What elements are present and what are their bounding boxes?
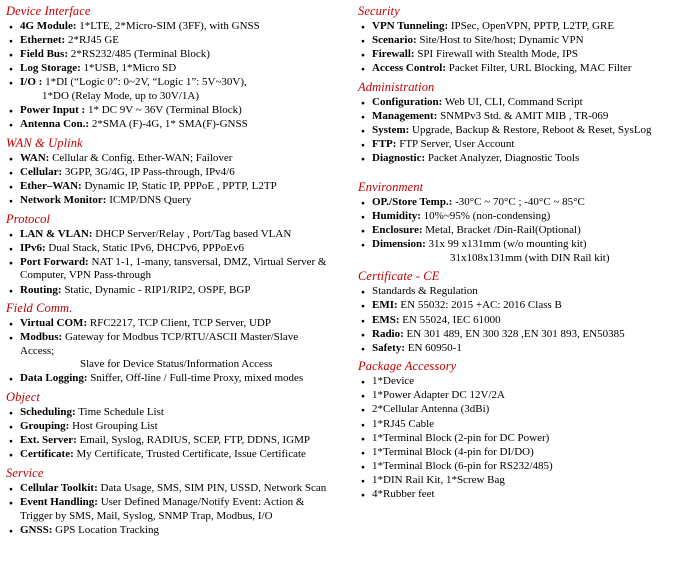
item-text: EN 301 489, EN 300 328 ,EN 301 893, EN50385 [403, 327, 625, 340]
item-text: -30°C ~ 70°C ; -40°C ~ 85°C [452, 195, 585, 208]
section-title-field-comm: Field Comm. [6, 301, 73, 316]
item-text: Metal, Bracket /Din-Rail(Optional) [422, 224, 581, 237]
item-text: 31x 99 x131mm (w/o mounting kit) [425, 238, 587, 251]
item-continuation: Trigger by SMS, Mail, Syslog, SNMP Trap, Modbus, I/O [20, 509, 273, 522]
item-label: Grouping: [20, 420, 70, 433]
item-text: IPSec, OpenVPN, PPTP, L2TP, GRE [448, 20, 615, 32]
item-label: GNSS: [20, 523, 53, 536]
list-item [358, 224, 670, 238]
item-label: LAN & VLAN: [20, 227, 93, 240]
section-list-security [358, 20, 670, 76]
list-item [6, 256, 358, 283]
item-text: ICMP/DNS Query [106, 194, 192, 207]
item-label: WAN: [20, 151, 50, 164]
item-text: 1*Terminal Block (4-pin for DI/DO) [372, 445, 534, 458]
list-item [6, 228, 358, 242]
item-text: 1*DI (“Logic 0”: 0~2V, “Logic 1”: 5V~30V), [42, 76, 247, 89]
item-text: Time Schedule List [75, 406, 164, 419]
list-item [358, 474, 670, 488]
list-item [358, 238, 670, 265]
item-text: Email, Syslog, RADIUS, SCEP, FTP, DDNS, IGMP [76, 434, 310, 447]
list-item [6, 331, 358, 372]
item-label: Scheduling: [20, 406, 76, 419]
section-list-object [6, 406, 358, 462]
section-title-environment: Environment [358, 179, 424, 194]
item-label: OP./Store Temp.: [372, 195, 453, 208]
item-label: Ext. Server: [20, 434, 77, 447]
item-label: Antenna Con.: [20, 118, 90, 131]
list-item [358, 96, 670, 110]
list-item [6, 76, 358, 103]
section-list-environment [358, 196, 670, 265]
item-text: Web UI, CLI, Command Script [442, 95, 583, 108]
item-label: 4G Module: [20, 20, 77, 32]
item-text: 2*SMA (F)-4G, 1* SMA(F)-GNSS [89, 118, 248, 131]
section-list-certificate-ce [358, 285, 670, 355]
list-item [358, 299, 670, 313]
section-title-package-accessory: Package Accessory [358, 359, 457, 374]
left-column [6, 4, 358, 538]
item-text: DHCP Server/Relay , Port/Tag based VLAN [92, 227, 292, 240]
list-item [6, 496, 358, 523]
list-item [6, 34, 358, 48]
list-item [358, 314, 670, 328]
section-list-device-interface [6, 20, 358, 132]
item-text: 3GPP, 3G/4G, IP Pass-through, IPv4/6 [62, 165, 235, 178]
item-text: Host Grouping List [69, 420, 158, 433]
item-text: 1*USB, 1*Micro SD [80, 62, 177, 75]
list-item [6, 104, 358, 118]
item-text: EN 55024, IEC 61000 [399, 313, 501, 326]
section-list-package-accessory [358, 375, 670, 501]
list-item [358, 138, 670, 152]
section-title-service: Service [6, 465, 44, 480]
item-label: Field Bus: [20, 48, 68, 61]
item-text: 1*Device [372, 375, 415, 388]
item-text: Upgrade, Backup & Restore, Reboot & Reset, SysLog [409, 124, 652, 137]
section-title-certificate-ce: Certificate - CE [358, 269, 440, 284]
item-label: Cellular: [20, 165, 63, 178]
list-item [358, 34, 670, 48]
list-item [6, 420, 358, 434]
item-label: EMI: [372, 299, 398, 312]
list-item [358, 20, 670, 34]
list-item [6, 152, 358, 166]
list-item [358, 285, 670, 299]
section-title-security: Security [358, 4, 400, 18]
list-item [6, 48, 358, 62]
item-text: Packet Filter, URL Blocking, MAC Filter [446, 62, 632, 75]
item-label: IPv6: [20, 241, 46, 254]
item-text: Cellular & Config. Ether-WAN; Failover [49, 151, 233, 164]
item-continuation-2: Slave for Device Status/Information Access [80, 358, 273, 371]
list-item [6, 62, 358, 76]
list-item [6, 317, 358, 331]
item-label: EMS: [372, 313, 400, 326]
item-text: Sniffer, Off-line / Full-time Proxy, mixed modes [87, 372, 304, 385]
list-item [358, 328, 670, 342]
item-text: Data Usage, SMS, SIM PIN, USSD, Network Scan [97, 481, 327, 494]
item-text: Gateway for Modbus TCP/RTU/ASCII Master/Slave [62, 331, 299, 344]
list-item [358, 48, 670, 62]
item-text: GPS Location Tracking [52, 523, 160, 536]
list-item [6, 194, 358, 208]
item-text: RFC2217, TCP Client, TCP Server, UDP [87, 317, 271, 330]
section-title-wan-uplink: WAN & Uplink [6, 135, 83, 150]
item-text: Dynamic IP, Static IP, PPPoE , PPTP, L2TP [81, 179, 277, 192]
item-label: Ethernet: [20, 34, 66, 47]
item-text: Packet Analyzer, Diagnostic Tools [425, 152, 580, 165]
item-continuation: Access; [20, 344, 55, 357]
list-item [6, 284, 358, 298]
list-item [358, 460, 670, 474]
list-item [358, 124, 670, 138]
item-label: Dimension: [372, 238, 426, 251]
section-list-protocol [6, 228, 358, 297]
item-label: System: [372, 124, 410, 137]
item-text: 2*RJ45 GE [65, 34, 119, 47]
section-title-administration: Administration [358, 79, 435, 94]
item-label: Cellular Toolkit: [20, 481, 98, 494]
item-text: User Defined Manage/Notify Event: Action & [97, 496, 305, 509]
list-item [358, 446, 670, 460]
item-text: 10%~95% (non-condensing) [420, 209, 551, 222]
right-column [358, 4, 670, 502]
section-list-administration [358, 96, 670, 166]
list-item [6, 166, 358, 180]
item-label: Scenario: [372, 34, 417, 47]
item-label: Enclosure: [372, 224, 423, 237]
list-item [6, 524, 358, 538]
item-label: Configuration: [372, 95, 443, 108]
item-label: Access Control: [372, 62, 447, 75]
item-text: Standards & Regulation [372, 285, 478, 298]
list-item [6, 434, 358, 448]
item-label: Firewall: [372, 48, 415, 61]
list-item [358, 342, 670, 356]
item-label: Data Logging: [20, 372, 88, 385]
item-label: Humidity: [372, 209, 421, 222]
list-item [358, 418, 670, 432]
item-label: Certificate: [20, 448, 74, 461]
item-continuation-2: 31x108x131mm (with DIN Rail kit) [450, 251, 610, 264]
item-text: 2*RS232/485 (Terminal Block) [67, 48, 210, 61]
item-label: Log Storage: [20, 62, 81, 75]
section-list-field-comm [6, 317, 358, 386]
item-label: Port Forward: [20, 255, 89, 268]
item-text: 1* DC 9V ~ 36V (Terminal Block) [85, 104, 242, 117]
list-item [6, 242, 358, 256]
item-text: 1*LTE, 2*Micro-SIM (3FF), with GNSS [76, 20, 260, 32]
item-text: My Certificate, Trusted Certificate, Issue Certificate [73, 448, 306, 461]
item-text: 1*Terminal Block (6-pin for RS232/485) [372, 459, 553, 472]
list-item [358, 389, 670, 403]
list-item [6, 118, 358, 132]
list-item [6, 406, 358, 420]
item-text: 1*RJ45 Cable [372, 417, 435, 430]
item-text: FTP Server, User Account [396, 138, 515, 151]
item-label: Ether–WAN: [20, 179, 82, 192]
list-item [358, 375, 670, 389]
list-item [358, 196, 670, 210]
item-continuation: Computer, VPN Pass-through [20, 269, 152, 282]
item-text: Site/Host to Site/host; Dynamic VPN [416, 34, 584, 47]
section-title-device-interface: Device Interface [6, 4, 91, 18]
list-item [358, 62, 670, 76]
list-item [6, 448, 358, 462]
item-text: Static, Dynamic - RIP1/RIP2, OSPF, BGP [61, 283, 251, 296]
list-item [358, 403, 670, 417]
item-label: VPN Tunneling: [372, 20, 449, 32]
item-label: I/O : [20, 76, 43, 89]
item-text: EN 60950-1 [405, 341, 462, 354]
item-text: 4*Rubber feet [372, 488, 435, 501]
item-label: Routing: [20, 283, 62, 296]
list-item [6, 20, 358, 34]
item-text: SNMPv3 Std. & AMIT MIB , TR-069 [437, 109, 609, 122]
section-list-service [6, 482, 358, 537]
list-item [6, 372, 358, 386]
item-label: Radio: [372, 327, 404, 340]
item-label: Network Monitor: [20, 194, 107, 207]
list-item [358, 210, 670, 224]
item-text: 1*Power Adapter DC 12V/2A [372, 389, 505, 402]
item-label: Safety: [372, 341, 405, 354]
item-text: Dual Stack, Static IPv6, DHCPv6, PPPoEv6 [45, 241, 244, 254]
item-label: Power Input : [20, 104, 86, 117]
item-text: NAT 1-1, 1-many, tansversal, DMZ, Virtual Server & [88, 255, 327, 268]
item-text: 1*Terminal Block (2-pin for DC Power) [372, 431, 550, 444]
list-item [358, 432, 670, 446]
item-text: 1*DIN Rail Kit, 1*Screw Bag [372, 473, 505, 486]
section-list-wan-uplink [6, 152, 358, 208]
item-label: Virtual COM: [20, 317, 88, 330]
section-title-protocol: Protocol [6, 211, 51, 226]
list-item [6, 482, 358, 496]
item-text: 2*Cellular Antenna (3dBi) [372, 403, 490, 416]
item-text: SPI Firewall with Stealth Mode, IPS [414, 48, 579, 61]
item-label: FTP: [372, 138, 397, 151]
list-item [358, 110, 670, 124]
item-label: Management: [372, 109, 438, 122]
item-label: Event Handling: [20, 496, 98, 509]
section-title-object: Object [6, 390, 40, 405]
item-label: Diagnostic: [372, 152, 426, 165]
item-text: EN 55032: 2015 +AC: 2016 Class B [397, 299, 562, 312]
item-label: Modbus: [20, 331, 63, 344]
list-item [6, 180, 358, 194]
list-item [358, 488, 670, 502]
item-continuation: 1*DO (Relay Mode, up to 30V/1A) [42, 89, 200, 102]
list-item [358, 152, 670, 166]
